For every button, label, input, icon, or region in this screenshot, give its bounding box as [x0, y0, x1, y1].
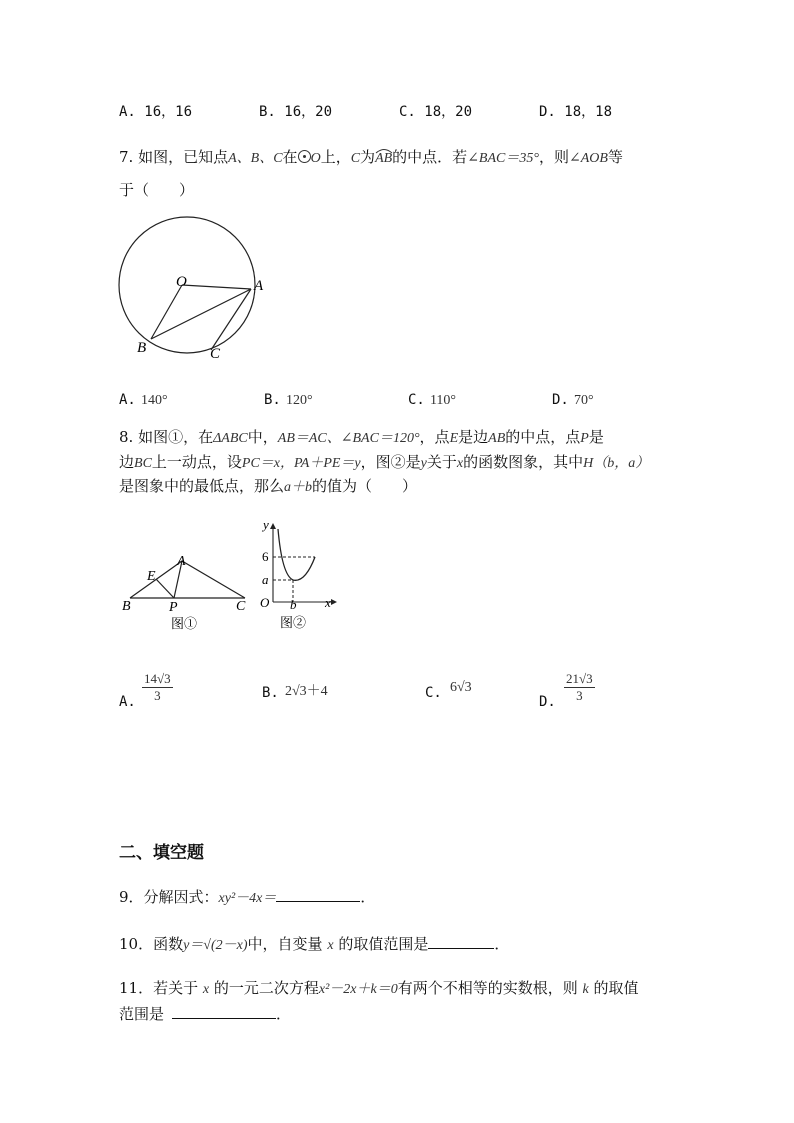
- question-10: [119, 933, 509, 954]
- q11-text: 的一元二次方程: [213, 979, 319, 997]
- q8-text: 的值为（ ）: [312, 477, 418, 495]
- q8-var-y: y: [420, 456, 427, 471]
- q8-text: 中，: [247, 428, 278, 446]
- answer-blank[interactable]: [276, 887, 360, 902]
- q8-text: 是边: [458, 428, 489, 446]
- q8-condition: AB＝AC、∠BAC＝120°: [277, 431, 420, 446]
- label-a: A: [177, 554, 186, 569]
- caption-fig1: 图①: [171, 616, 198, 631]
- circle-figure: [115, 213, 275, 363]
- x-axis-arrow-icon: [331, 599, 337, 605]
- q10-text: 10．函数: [119, 935, 184, 953]
- label-p: P: [169, 600, 178, 615]
- q7-option-c: [408, 389, 456, 409]
- q8-option-d-fraction: [564, 671, 595, 704]
- q8-point-h: H（b，a）: [583, 456, 650, 471]
- fraction-numerator: 14√3: [144, 671, 171, 686]
- q10-text: 的取值范围是: [338, 935, 429, 953]
- option-value: 140°: [140, 393, 168, 408]
- label-c: C: [236, 599, 246, 614]
- question-8-line2: [119, 451, 649, 472]
- option-value: 120°: [285, 393, 313, 408]
- label-o: O: [260, 595, 270, 610]
- q7-text: 为: [360, 148, 376, 166]
- q8-expression: a＋b: [284, 480, 313, 495]
- q7-option-b: [264, 389, 313, 409]
- label-a: a: [262, 572, 269, 587]
- question-9: [119, 886, 375, 907]
- option-letter: A.: [119, 392, 136, 408]
- segment-oa: [182, 285, 251, 289]
- figure-1-triangle: [115, 548, 255, 636]
- q10-end: ．: [494, 935, 510, 953]
- answer-blank[interactable]: [428, 934, 494, 949]
- q8-text: 关于: [426, 453, 457, 471]
- label-e: E: [147, 569, 156, 584]
- arc-label: AB: [375, 151, 393, 166]
- q7-points: A、B、C: [228, 151, 283, 166]
- option-d: D. 18，18: [539, 104, 613, 120]
- q8-option-c-value: 6√3: [450, 680, 472, 695]
- function-curve: [278, 529, 315, 580]
- q8-definition: PC＝x，PA＋PE＝y: [241, 456, 361, 471]
- angle-bac: ∠BAC＝35°: [467, 151, 539, 166]
- q11-end: ．: [276, 1005, 292, 1023]
- q10-text: 中，自变量: [247, 935, 323, 953]
- fraction-denominator: 3: [576, 688, 583, 703]
- option-b: B. 16，20: [259, 104, 333, 120]
- q8-option-b-value: 2√3＋4: [285, 684, 328, 699]
- option-letter: C.: [408, 392, 425, 408]
- triangle-abc: ΔABC: [213, 431, 248, 446]
- question-11-line2: [119, 1003, 291, 1024]
- option-c: C. 18，20: [399, 104, 473, 120]
- q8-text: ，图②是: [360, 453, 421, 471]
- fraction-denominator: 3: [154, 688, 161, 703]
- q8-option-c-letter: C.: [425, 685, 442, 701]
- q8-text: ，点: [419, 428, 450, 446]
- q7-option-d: [552, 389, 594, 409]
- q8-option-b-letter: B.: [262, 685, 279, 701]
- option-value: 110°: [429, 393, 457, 408]
- answer-blank[interactable]: [172, 1004, 276, 1019]
- q11-text: 11．若关于: [119, 979, 199, 997]
- q7-text: 7. 如图，已知点: [119, 148, 229, 166]
- angle-aob: ∠AOB: [568, 151, 608, 166]
- q10-expression: y＝√(2－x): [183, 938, 248, 953]
- q7-text: 的中点．若: [392, 148, 468, 166]
- q8-text: 的函数图象，其中: [463, 453, 584, 471]
- q8-side-bc: BC: [134, 456, 152, 471]
- fraction-numerator: 21√3: [566, 671, 593, 686]
- q7-option-a: [119, 389, 168, 409]
- q7-text: 在: [282, 148, 298, 166]
- q11-text: 范围是: [119, 1005, 165, 1023]
- q8-text: 的中点，点: [505, 428, 581, 446]
- segment-pe: [156, 579, 174, 598]
- q8-text: 边: [119, 453, 135, 471]
- q8-text: 是图象中的最低点，那么: [119, 477, 285, 495]
- q8-option-d-letter: D.: [539, 694, 556, 710]
- question-7-line2: 于（ ）: [119, 181, 195, 199]
- q8-text: 是: [588, 428, 604, 446]
- circle-o-label: O: [310, 151, 321, 166]
- section-heading: 二、填空题: [119, 843, 204, 863]
- q11-var-x: x: [202, 982, 210, 997]
- q8-option-a-letter: A.: [119, 694, 136, 710]
- q8-point-e: E: [449, 431, 459, 446]
- label-b: b: [290, 597, 297, 612]
- option-a: A. 16，16: [119, 104, 193, 120]
- q11-equation: x²－2x＋k＝0: [318, 982, 398, 997]
- label-c: C: [210, 346, 221, 362]
- label-6: 6: [262, 549, 269, 564]
- figure-2-graph: [255, 515, 340, 635]
- circle-o-symbol: [298, 151, 321, 166]
- option-letter: D.: [552, 392, 569, 408]
- q9-expression: xy²－4x＝: [218, 891, 277, 906]
- q10-var-x: x: [327, 938, 334, 953]
- caption-fig2: 图②: [280, 615, 307, 630]
- question-11-line1: [119, 977, 639, 998]
- arc-mark-icon: [375, 148, 393, 154]
- q8-option-a-fraction: [142, 671, 173, 704]
- q7-text: 等: [607, 148, 623, 166]
- q11-var-k: k: [582, 982, 589, 997]
- q8-var-x: x: [456, 456, 464, 471]
- y-axis-arrow-icon: [270, 523, 276, 529]
- option-value: 70°: [573, 393, 594, 408]
- arc-ab: [375, 151, 392, 167]
- label-x: x: [325, 595, 331, 610]
- q8-text: 上一动点，设: [151, 453, 242, 471]
- label-a: A: [254, 278, 264, 294]
- q8-text: 8. 如图①，在: [119, 428, 214, 446]
- label-y: y: [263, 517, 269, 532]
- q7-point-c: C: [350, 151, 361, 166]
- q8-point-p: P: [580, 431, 589, 446]
- q11-text: 的取值: [593, 979, 639, 997]
- question-8-line3: [119, 475, 417, 496]
- q9-text: 9．分解因式：: [119, 888, 219, 906]
- label-b: B: [122, 599, 131, 614]
- q11-text: 有两个不相等的实数根，则: [397, 979, 578, 997]
- option-letter: B.: [264, 392, 281, 408]
- q7-text: 上，: [320, 148, 351, 166]
- label-b: B: [137, 340, 147, 356]
- label-o: O: [176, 274, 187, 290]
- q8-side-ab: AB: [488, 431, 506, 446]
- q7-text: ，则: [538, 148, 569, 166]
- question-8-line1: [119, 426, 604, 447]
- q9-end: ．: [360, 888, 376, 906]
- question-7-line1: [119, 146, 623, 167]
